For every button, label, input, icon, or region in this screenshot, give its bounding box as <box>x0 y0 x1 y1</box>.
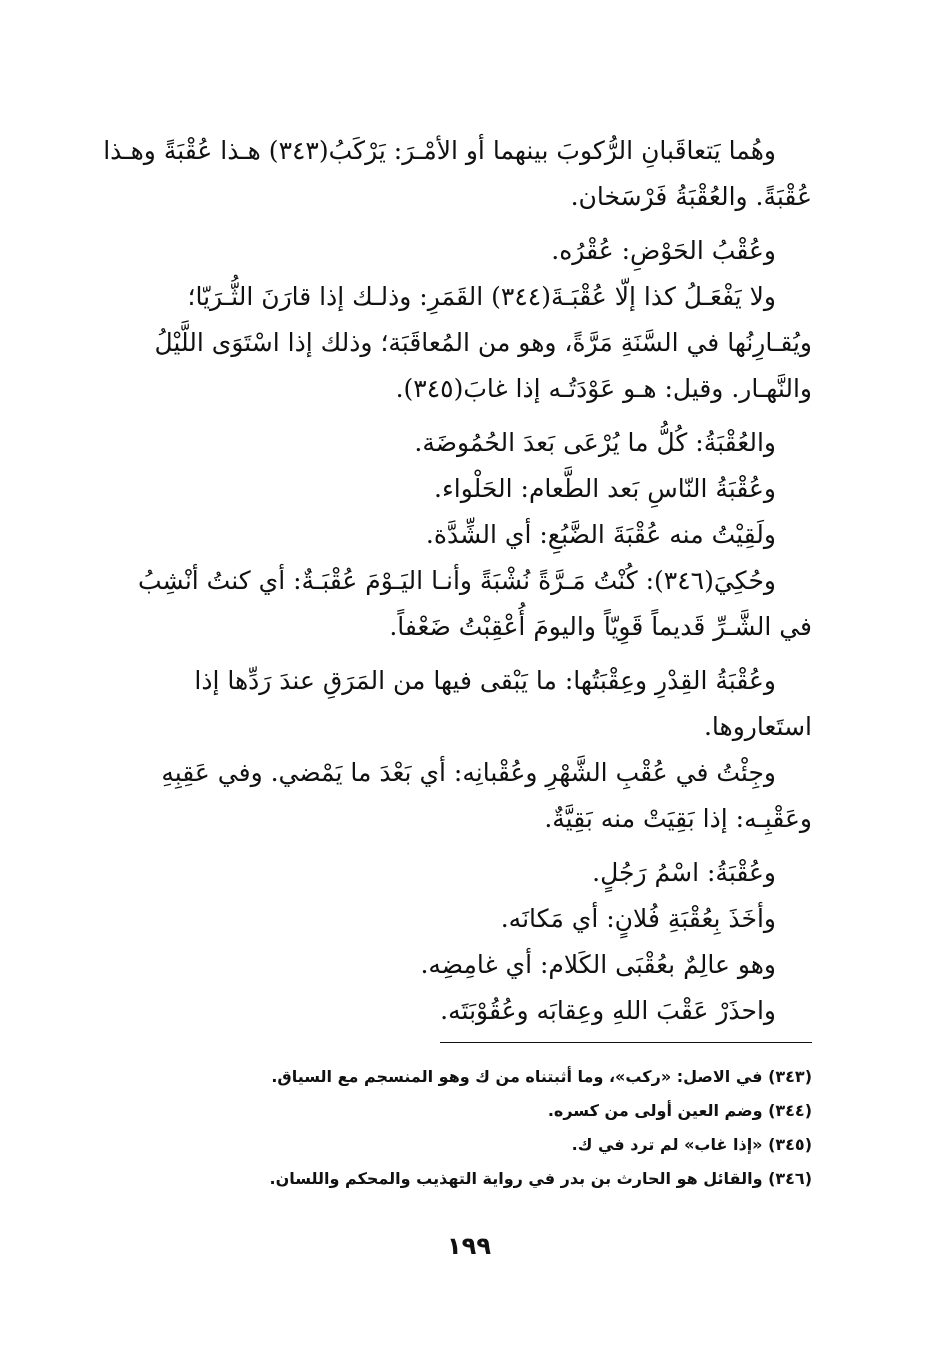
paragraph-pot: وعُقْبَةُ القِدْرِ وعِقْبَتُها: ما يَبْقى فيها من المَرَقِ عندَ رَدِّها إذا استَعاروها. <box>194 666 812 741</box>
paragraph-saying: وحُكِيَ(٣٤٦): كُنْتُ مَـرَّةً نُشْبَةً وأنـا اليَـوْمَ عُقْبَـةٌ: أي كنتُ أنْشِبُ في الشَّـرِّ قَديماً قَوِيّاً واليومَ أُعْقِبْتُ ضَعْفاً. <box>137 566 812 641</box>
footnote-345: (٣٤٥) «إذا غاب» لم ترد في ك. <box>571 1135 812 1154</box>
paragraph-ride-alternation: وهُما يَتعاقَبانِ الرُّكوبَ بينهما أو الأمْـرَ: يَرْكَبُ(٣٤٣) هـذا عُقْبَةً وهـذا عُقْبَةً. والعُقْبَةُ فَرْسَخان. <box>103 136 812 211</box>
page-number: ١٩٩ <box>447 1232 491 1260</box>
footnote-343: (٣٤٣) في الاصل: «ركب»، وما أثبتناه من ك وهو المنسجم مع السياق. <box>271 1067 812 1086</box>
paragraph-hyena: ولَقِيْتُ منه عُقْبَةَ الضَّبُعِ: أي الشِّدَّة. <box>425 520 776 549</box>
paragraph-moon: ولا يَفْعَـلُ كذا إلّا عُقْبَـةَ(٣٤٤) القَمَرِ: وذلـك إذا قارَنَ الثُّـرَيّا؛ ويُقـارِنُها في السَّنَةِ مَرَّةً، وهو من المُعاقَبَة؛ وذلك إذا اسْتَوَى اللَّيْلُ والنَّهـار. وقيل: هـو عَوْدَتُـه إذا غابَ(٣٤٥). <box>154 282 812 403</box>
paragraph-name: وعُقْبَةُ: اسْمُ رَجُلٍ. <box>592 858 776 887</box>
footnote-344: (٣٤٤) وضم العين أولى من كسره. <box>547 1101 812 1120</box>
footnote-346: (٣٤٦) والقائل هو الحارث بن بدر في رواية التهذيب والمحكم واللسان. <box>269 1169 812 1188</box>
footnotes <box>269 1060 812 1196</box>
paragraph-pasture: والعُقْبَةُ: كُلُّ ما يُرْعَى بَعدَ الحُمُوضَة. <box>414 428 776 457</box>
paragraph-basin: وعُقْبُ الحَوْضِ: عُقْرُه. <box>551 236 776 265</box>
paragraph-punishment: واحذَرْ عَقْبَ اللهِ وعِقابَه وعُقُوْبَتَه. <box>440 996 776 1025</box>
paragraph-speech: وهو عالِمٌ بعُقْبَى الكَلام: أي غامِضِه. <box>420 950 776 979</box>
main-text-body <box>100 128 812 1034</box>
paragraph-sweets: وعُقْبَةُ النّاسِ بَعد الطَّعام: الحَلْواء. <box>434 474 776 503</box>
paragraph-place: وأخَذَ بِعُقْبَةِ فُلانٍ: أي مَكانَه. <box>500 904 776 933</box>
footnote-divider <box>440 1042 812 1043</box>
paragraph-month: وجِئْتُ في عُقْبِ الشَّهْرِ وعُقْبانِه: أي بَعْدَ ما يَمْضي. وفي عَقِبِهِ وعَقْبِـه: إذا بَقِيَتْ منه بَقِيَّةٌ. <box>161 758 812 833</box>
